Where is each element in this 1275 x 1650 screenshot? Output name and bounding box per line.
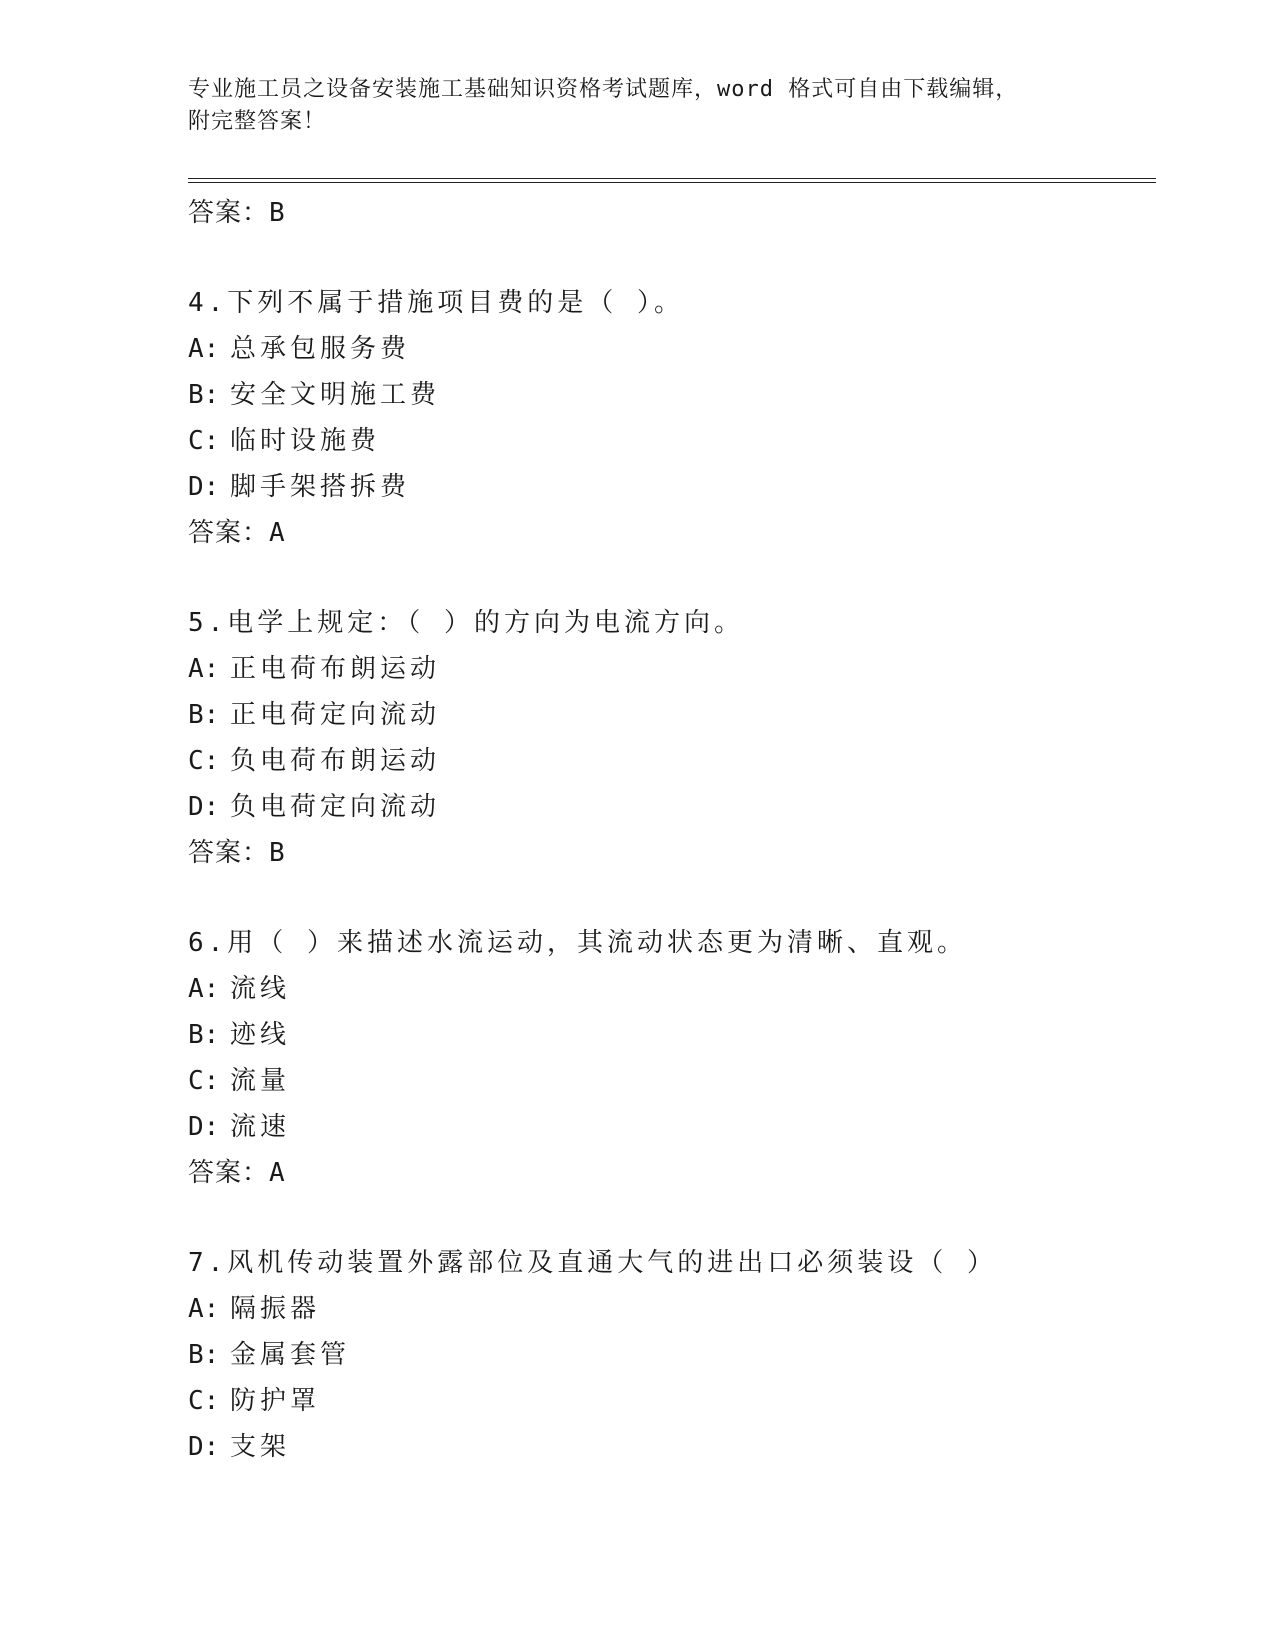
option-c [188, 738, 1156, 784]
option-text: 流量 [230, 1066, 291, 1096]
option-d [188, 464, 1156, 510]
option-c [188, 1378, 1156, 1424]
option-c [188, 418, 1156, 464]
option-text: 防护罩 [230, 1386, 321, 1416]
question-stem: 6.用（ ）来描述水流运动，其流动状态更为清晰、直观。 [188, 928, 967, 958]
question-stem: 7.风机传动装置外露部位及直通大气的进出口必须装设（ ） [188, 1248, 997, 1278]
option-text: 负电荷布朗运动 [230, 746, 441, 776]
option-letter: C: [188, 1066, 220, 1096]
option-text: 临时设施费 [230, 426, 381, 456]
answer: 答案：A [188, 1158, 286, 1188]
option-b [188, 692, 1156, 738]
option-c [188, 1058, 1156, 1104]
option-letter: C: [188, 746, 220, 776]
question-6 [188, 920, 1156, 1196]
option-letter: B: [188, 380, 220, 410]
question-stem: 5.电学上规定：（ ）的方向为电流方向。 [188, 608, 744, 638]
option-d [188, 784, 1156, 830]
question-4 [188, 280, 1156, 556]
option-letter: C: [188, 426, 220, 456]
option-a [188, 1286, 1156, 1332]
option-text: 正电荷布朗运动 [230, 654, 441, 684]
option-letter: D: [188, 472, 220, 502]
option-letter: A: [188, 334, 220, 364]
option-b [188, 372, 1156, 418]
header-line-1: 专业施工员之设备安装施工基础知识资格考试题库，word 格式可自由下载编辑， [188, 77, 1019, 102]
header-divider-bottom [188, 182, 1156, 183]
option-text: 总承包服务费 [230, 334, 411, 364]
option-letter: D: [188, 1112, 220, 1142]
option-text: 支架 [230, 1432, 291, 1462]
option-letter: B: [188, 1020, 220, 1050]
question-list [188, 190, 1156, 1470]
option-letter: B: [188, 700, 220, 730]
option-text: 脚手架搭拆费 [230, 472, 411, 502]
option-text: 隔振器 [230, 1294, 321, 1324]
option-text: 迹线 [230, 1020, 291, 1050]
option-letter: D: [188, 1432, 220, 1462]
header-line-2: 附完整答案！ [188, 109, 327, 134]
option-a [188, 326, 1156, 372]
option-a [188, 646, 1156, 692]
answer: 答案：A [188, 518, 286, 548]
option-letter: A: [188, 654, 220, 684]
option-text: 流速 [230, 1112, 291, 1142]
answer: 答案：B [188, 838, 286, 868]
option-b [188, 1332, 1156, 1378]
question-5 [188, 600, 1156, 876]
header-divider-top [188, 178, 1156, 179]
option-b [188, 1012, 1156, 1058]
option-text: 流线 [230, 974, 291, 1004]
option-text: 金属套管 [230, 1340, 351, 1370]
document-header [188, 74, 1088, 138]
option-text: 正电荷定向流动 [230, 700, 441, 730]
question-7 [188, 1240, 1156, 1470]
option-a [188, 966, 1156, 1012]
option-letter: D: [188, 792, 220, 822]
question-stem: 4.下列不属于措施项目费的是（ ）。 [188, 288, 684, 318]
option-letter: A: [188, 1294, 220, 1324]
option-d [188, 1104, 1156, 1150]
option-letter: C: [188, 1386, 220, 1416]
option-letter: A: [188, 974, 220, 1004]
option-d [188, 1424, 1156, 1470]
option-text: 负电荷定向流动 [230, 792, 441, 822]
option-text: 安全文明施工费 [230, 380, 441, 410]
answer-previous: 答案：B [188, 198, 286, 228]
option-letter: B: [188, 1340, 220, 1370]
